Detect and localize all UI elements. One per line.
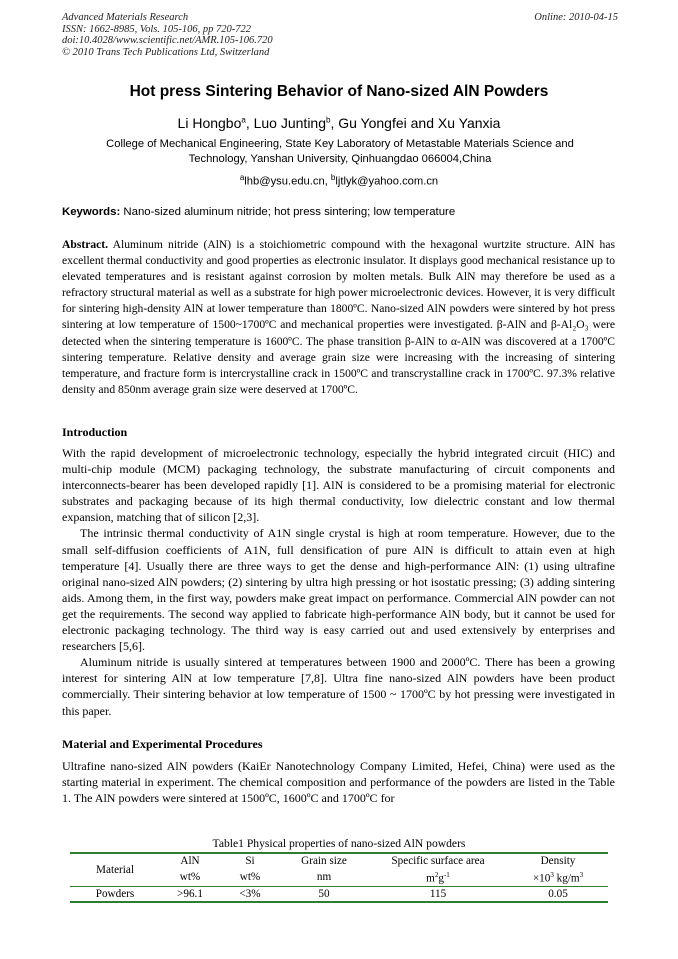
cell-grain: 50 bbox=[280, 886, 368, 902]
unit-ssa: $m^2g^{-1}$ bbox=[426, 871, 450, 885]
issn-line: ISSN: 1662-8985, Vols. 105-106, pp 720-722 bbox=[62, 23, 251, 35]
header-material: Material bbox=[70, 853, 160, 886]
cell-aln: >96.1 bbox=[160, 886, 220, 902]
abstract-text: Aluminum nitride (AlN) is a stoichiometric compound with the hexagonal wurtzite structure. AlN has excellent thermal conductivity and good properties as electronic insulator. It displays good mechanical resistance up to elevated temperatures and is resistant against corrosion by molten metals. Bulk AlN may therefore be used as a refractory structural material as well as a substrate for high power microelectronic devices. However, it is very difficult for sintering high-density AlN at lower temperature than 1800ºC. Nano-sized AlN powders were sintered by hot press sintering at low temperature of 1500~1700ºC and mechanical properties were investigated. β-AlN and β-Al₂O₃ were detected when the sintering temperature is 1600ºC. The phase transition β-AlN to α-AlN was discovered at a 1700ºC sintering temperature. Relative density and average grain size were increasing with the increasing of sintering temperature, and fracture form is intercrystalline crack in 1500ºC and transcrystalline crack in 1700ºC. 97.3% relative density and 850nm average grain size were deserved at 1700ºC. bbox=[62, 238, 615, 396]
intro-paragraph-3: Aluminum nitride is usually sintered at temperatures between 1900 and 2000ºC. There has been a growing interest for sintering AlN at low temperature [7,8]. Ultra fine nano-sized AlN powders have been product commercially. Their sintering behavior at low temperature of 1500 ~ 1700ºC by hot pressing were investigated in this paper. bbox=[62, 655, 615, 718]
unit-aln: wt% bbox=[179, 870, 201, 883]
affiliation-line-1: College of Mechanical Engineering, State Key Laboratory of Metastable Materials Science and bbox=[106, 138, 574, 150]
email-a[interactable]: lhb@ysu.edu.cn, bbox=[244, 175, 328, 188]
keywords-label: Keywords: bbox=[62, 206, 121, 218]
header-aln: AlN bbox=[160, 853, 220, 868]
author-emails bbox=[0, 173, 678, 188]
author-separator: , bbox=[245, 115, 254, 131]
online-date: Online: 2010-04-15 bbox=[534, 12, 618, 23]
author-2-mark: b bbox=[326, 115, 331, 125]
properties-table bbox=[70, 852, 608, 903]
intro-paragraph-2: The intrinsic thermal conductivity of A1N single crystal is high at room temperature. However, due to the small self-diffusion coefficients of A1N, full densification of pure AlN is difficult to attain even at high temperature [4]. Usually there are three ways to get the dense and high-performance AlN: (1) using ultrafine original nano-sized AlN powders; (2) sintering by ultra high pressing or hot isostatic pressing; (3) adding sintering aids. Among them, in the first way, powders make great impact on performance. Commercial AlN powder can not get the requirements. The second way applied to fabricate high-performance AlN body, but it cannot be used for electronic packaging technology. The third way is easy carried out and used extensively by enterprises and researchers [5,6]. bbox=[62, 526, 615, 654]
introduction-heading: Introduction bbox=[62, 425, 128, 439]
table-header-row bbox=[70, 853, 608, 868]
keywords bbox=[62, 206, 455, 218]
author-2: Luo Junting bbox=[253, 115, 327, 131]
cell-material: Powders bbox=[70, 886, 160, 902]
author-1: Li Hongbo bbox=[177, 115, 242, 131]
abstract-label: Abstract. bbox=[62, 238, 109, 251]
intro-paragraph-1: With the rapid development of microelectronic technology, especially the hybrid integrated circuit (HIC) and multi-chip module (MCM) packaging technology, the substrate manufacturing of circuit components and interconnects-bearer has been developed rapidly [1]. AlN is considered to be a promising material for electronic substrates and packaging because of its high thermal conductivity, low dielectric constant and low thermal expansion, matching that of silicon [2,3]. bbox=[62, 446, 615, 525]
author-1-mark: a bbox=[241, 115, 246, 125]
affiliation-line-2: Technology, Yanshan University, Qinhuangdao 066004,China bbox=[188, 153, 492, 165]
unit-grain: nm bbox=[316, 870, 332, 883]
table-caption: Table1 Physical properties of nano-sized AlN powders bbox=[212, 837, 466, 850]
materials-paragraph-1: Ultrafine nano-sized AlN powders (KaiEr Nanotechnology Company Limited, Hefei, China) were used as the starting material in experiment. The chemical composition and performance of the powders are listed in the Table 1. The AlN powders were sintered at 1500ºC, 1600ºC and 1700ºC for bbox=[62, 759, 615, 806]
cell-si: <3% bbox=[220, 886, 280, 902]
materials-body bbox=[62, 758, 615, 806]
abstract bbox=[62, 237, 615, 398]
cell-density: 0.05 bbox=[508, 886, 608, 902]
unit-si: wt% bbox=[239, 870, 261, 883]
paper-title: Hot press Sintering Behavior of Nano-sized AlN Powders bbox=[129, 83, 549, 100]
header-grain-size: Grain size bbox=[280, 853, 368, 868]
journal-header bbox=[62, 12, 618, 58]
author-list bbox=[0, 115, 678, 131]
cell-ssa: 115 bbox=[368, 886, 508, 902]
copyright-line: © 2010 Trans Tech Publications Ltd, Switzerland bbox=[62, 46, 270, 58]
email-mark-b: b bbox=[330, 173, 336, 182]
doi-line: doi:10.4028/www.scientific.net/AMR.105-106.720 bbox=[62, 35, 273, 47]
affiliation bbox=[62, 137, 618, 167]
header-specific-surface-area: Specific surface area bbox=[368, 853, 508, 868]
keywords-text: Nano-sized aluminum nitride; hot press sintering; low temperature bbox=[123, 206, 456, 218]
header-density: Density bbox=[508, 853, 608, 868]
introduction-body bbox=[62, 445, 615, 719]
unit-density: $\times 10^3$ $kg/m^3$ bbox=[532, 871, 584, 885]
materials-heading: Material and Experimental Procedures bbox=[62, 737, 263, 751]
other-authors: , Gu Yongfei and Xu Yanxia bbox=[330, 115, 501, 131]
table-row bbox=[70, 886, 608, 902]
email-mark-a: a bbox=[239, 173, 245, 182]
header-si: Si bbox=[220, 853, 280, 868]
journal-name: Advanced Materials Research bbox=[62, 12, 189, 23]
email-b[interactable]: ljtlyk@yahoo.com.cn bbox=[335, 175, 439, 188]
